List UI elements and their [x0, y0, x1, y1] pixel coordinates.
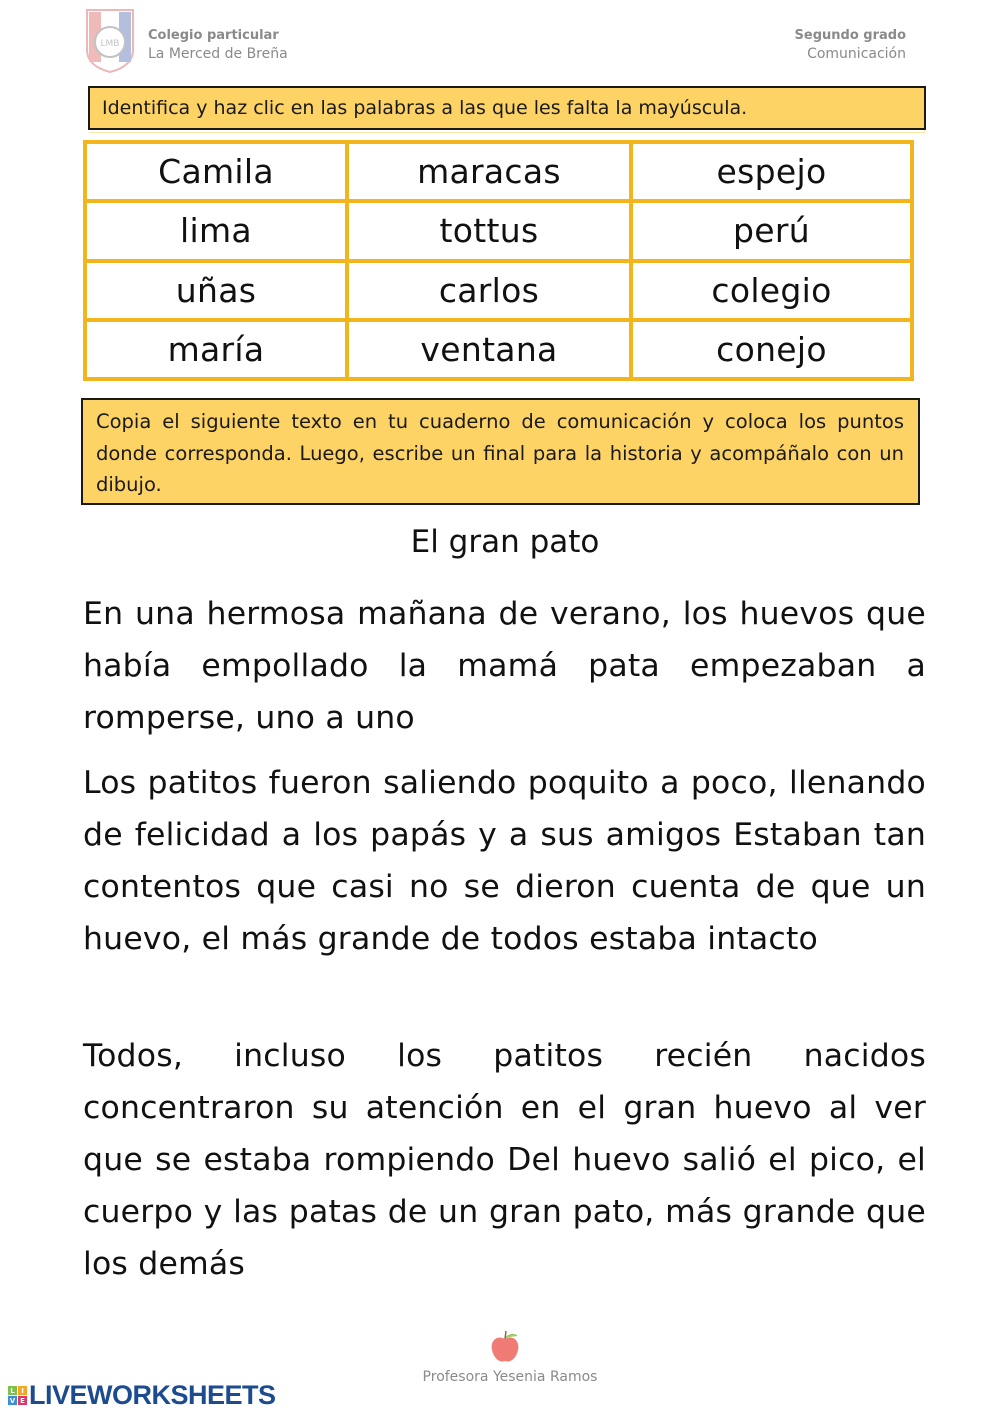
story-paragraph: Todos, incluso los patitos recién nacidos concentraron su atención en el gran huevo al ver que se estaba rompiendo Del huevo salió el pico, el cuerpo y las patas de un gran pato, más grande que los demás: [83, 1038, 926, 1282]
liveworksheets-logo[interactable]: [8, 1380, 276, 1411]
word-option[interactable]: Camila: [87, 144, 345, 199]
apple-icon: [490, 1328, 520, 1364]
story-title: El gran pato: [410, 524, 600, 560]
word-option[interactable]: perú: [633, 203, 910, 258]
liveworksheets-logo-icon: L I V E: [8, 1386, 27, 1405]
school-name: [148, 27, 288, 63]
school-crest-icon: [83, 6, 137, 74]
instruction-capitalization: Identifica y haz clic en las palabras a las que les falta la mayúscula.: [88, 86, 926, 130]
grade-label: Segundo grado: [794, 28, 906, 43]
word-selection-grid: [83, 140, 914, 381]
word-option[interactable]: colegio: [633, 263, 910, 318]
word-option[interactable]: ventana: [349, 322, 629, 377]
word-option[interactable]: maracas: [349, 144, 629, 199]
svg-text:LMB: LMB: [100, 39, 120, 49]
word-option[interactable]: maría: [87, 322, 345, 377]
word-option[interactable]: tottus: [349, 203, 629, 258]
story-paragraph: Los patitos fueron saliendo poquito a poco, llenando de felicidad a los papás y a sus amigos Estaban tan contentos que casi no se dieron cuenta de que un huevo, el más grande de todos estaba intacto: [83, 765, 926, 957]
instruction-copy-text: Copia el siguiente texto en tu cuaderno de comunicación y coloca los puntos donde corresponda. Luego, escribe un final para la historia y acompáñalo con un dibujo.: [81, 398, 920, 505]
word-option[interactable]: conejo: [633, 322, 910, 377]
word-option[interactable]: lima: [87, 203, 345, 258]
teacher-name: Profesora Yesenia Ramos: [422, 1369, 598, 1385]
word-option[interactable]: espejo: [633, 144, 910, 199]
subject-label: Comunicación: [807, 46, 906, 62]
word-option[interactable]: uñas: [87, 263, 345, 318]
grade-subject: [795, 27, 906, 63]
word-option[interactable]: carlos: [349, 263, 629, 318]
school-name-line2: La Merced de Breña: [148, 46, 288, 62]
liveworksheets-brand-text: LIVEWORKSHEETS: [29, 1380, 276, 1410]
school-name-line1: Colegio particular: [148, 28, 279, 43]
story-paragraph: En una hermosa mañana de verano, los huevos que había empollado la mamá pata empezaban a romperse, uno a uno: [83, 596, 926, 736]
